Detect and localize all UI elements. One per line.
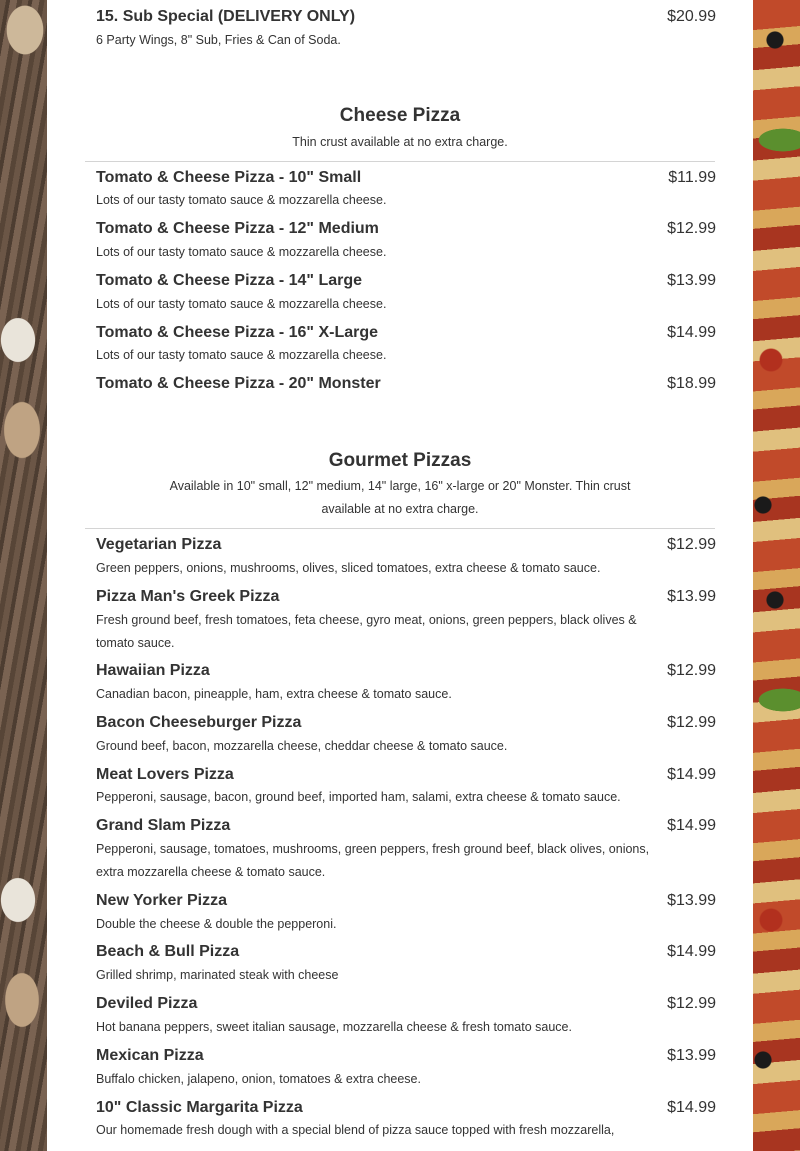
menu-item [96,7,716,53]
item-name: Mexican Pizza [96,1047,204,1064]
item-description: Green peppers, onions, mushrooms, olives, sliced tomatoes, extra cheese & tomato sauce. [96,561,601,575]
item-description: Ground beef, bacon, mozzarella cheese, cheddar cheese & tomato sauce. [96,739,508,753]
menu-item [96,323,716,367]
item-description: Lots of our tasty tomato sauce & mozzarella cheese. [96,245,387,259]
menu-item [96,816,716,882]
item-price: $11.99 [668,169,716,186]
item-name: Pizza Man's Greek Pizza [96,588,280,605]
item-description: 6 Party Wings, 8" Sub, Fries & Can of Soda. [96,33,341,47]
item-description: Double the cheese & double the pepperoni. [96,917,337,931]
item-name: Tomato & Cheese Pizza - 14" Large [96,272,363,289]
item-price: $12.99 [667,220,716,237]
menu-item [96,535,716,579]
item-name: Tomato & Cheese Pizza - 16" X-Large [96,324,379,341]
menu-item [96,374,716,396]
item-price: $12.99 [667,714,716,731]
menu-item [96,765,716,809]
menu-item [96,168,716,212]
item-description: Grilled shrimp, marinated steak with cheese [96,968,339,982]
item-name: 15. Sub Special (DELIVERY ONLY) [96,8,356,25]
menu-panel [47,0,753,1151]
menu-item [96,942,716,986]
item-name: New Yorker Pizza [96,892,228,909]
item-description: Pepperoni, sausage, tomatoes, mushrooms, green peppers, fresh ground beef, black olives, onions, extra mozzarella cheese & tomato sauce. [96,842,650,879]
item-price: $12.99 [667,662,716,679]
item-price: $12.99 [667,995,716,1012]
background-right-pizza [753,0,800,1151]
section-divider [85,528,715,529]
item-price: $14.99 [667,817,716,834]
item-description: Buffalo chicken, jalapeno, onion, tomatoes & extra cheese. [96,1072,421,1086]
section-title-cheese: Cheese Pizza [339,105,461,126]
menu-item [96,587,716,653]
menu-item [96,994,716,1038]
section-divider [85,161,715,162]
item-name: Grand Slam Pizza [96,817,231,834]
item-description: Canadian bacon, pineapple, ham, extra cheese & tomato sauce. [96,687,452,701]
item-price: $14.99 [667,324,716,341]
item-name: Tomato & Cheese Pizza - 12" Medium [96,220,379,237]
item-name: 10" Classic Margarita Pizza [96,1099,303,1116]
item-price: $13.99 [667,892,716,909]
item-name: Tomato & Cheese Pizza - 10" Small [96,169,362,186]
item-price: $13.99 [667,1047,716,1064]
item-price: $14.99 [667,766,716,783]
item-name: Meat Lovers Pizza [96,766,234,783]
item-price: $12.99 [667,536,716,553]
item-price: $20.99 [667,8,716,25]
background-left-mushrooms [0,0,47,1151]
item-price: $14.99 [667,943,716,960]
section-title-gourmet: Gourmet Pizzas [328,450,472,471]
menu-item [96,1098,716,1148]
item-description: Lots of our tasty tomato sauce & mozzarella cheese. [96,348,387,362]
item-price: $18.99 [667,375,716,392]
item-name: Hawaiian Pizza [96,662,210,679]
item-name: Tomato & Cheese Pizza - 20" Monster [96,375,381,392]
item-name: Beach & Bull Pizza [96,943,240,960]
menu-item [96,891,716,935]
item-description: Lots of our tasty tomato sauce & mozzarella cheese. [96,193,387,207]
item-description: Our homemade fresh dough with a special blend of pizza sauce topped with fresh mozzarella, [96,1123,615,1137]
item-description: Lots of our tasty tomato sauce & mozzarella cheese. [96,297,387,311]
item-name: Vegetarian Pizza [96,536,222,553]
menu-item [96,271,716,315]
menu-item [96,713,716,757]
item-description: Fresh ground beef, fresh tomatoes, feta cheese, gyro meat, onions, green peppers, black olives & tomato sauce. [96,613,637,650]
section-note-gourmet: Available in 10" small, 12" medium, 14" large, 16" x-large or 20" Monster. Thin crust available at no extra charge. [169,479,631,516]
item-name: Bacon Cheeseburger Pizza [96,714,302,731]
item-description: Pepperoni, sausage, bacon, ground beef, imported ham, salami, extra cheese & tomato sauce. [96,790,621,804]
menu-item [96,1046,716,1090]
item-name: Deviled Pizza [96,995,198,1012]
menu-item [96,661,716,705]
menu-item [96,219,716,263]
item-description: Hot banana peppers, sweet italian sausage, mozzarella cheese & fresh tomato sauce. [96,1020,572,1034]
item-price: $13.99 [667,272,716,289]
item-price: $14.99 [667,1099,716,1116]
section-note-cheese: Thin crust available at no extra charge. [292,135,508,149]
item-price: $13.99 [667,588,716,605]
